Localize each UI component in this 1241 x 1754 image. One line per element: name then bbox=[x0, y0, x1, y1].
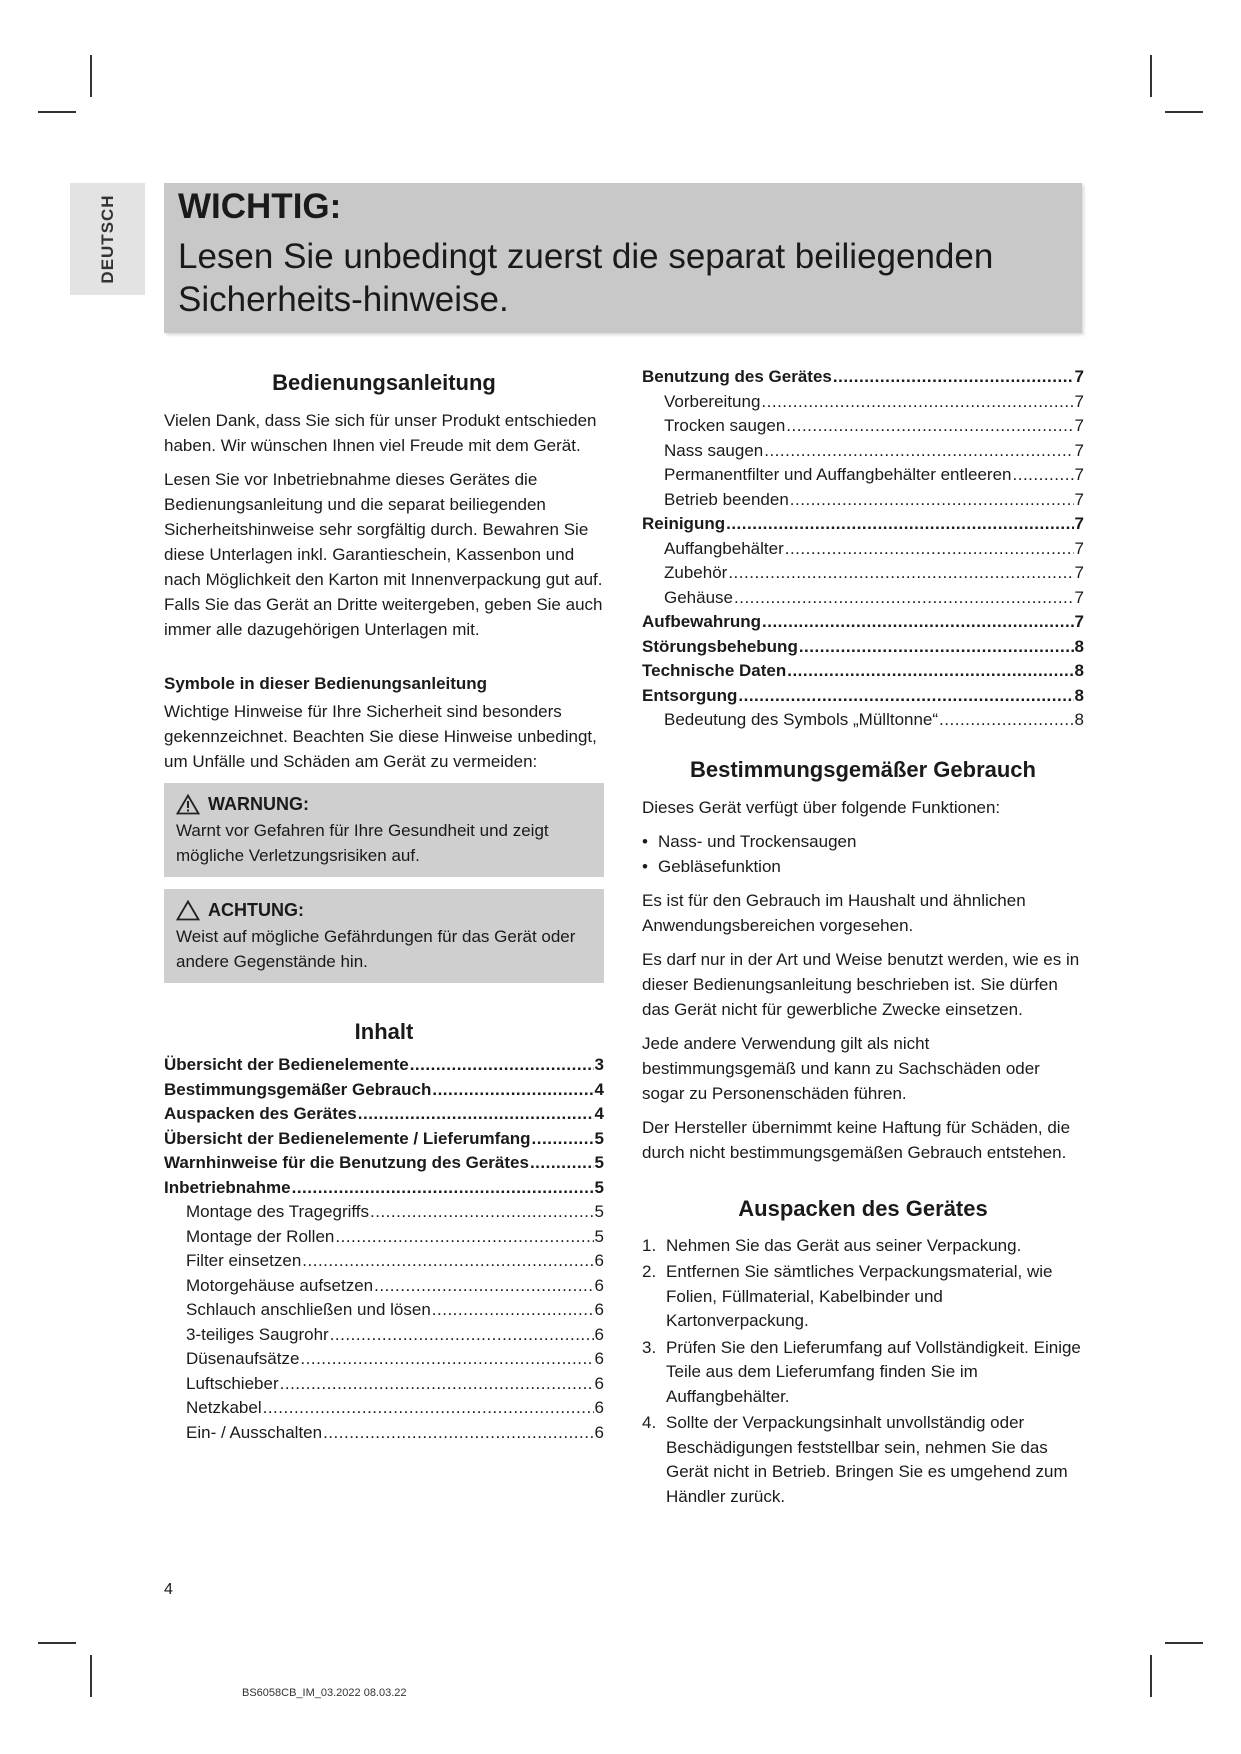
toc-entry bbox=[164, 1053, 604, 1078]
toc-entry bbox=[642, 610, 1084, 635]
toc-leader bbox=[432, 1298, 594, 1323]
toc-entry bbox=[164, 1200, 604, 1225]
toc-entry bbox=[164, 1347, 604, 1372]
warning-icon bbox=[176, 794, 200, 815]
toc-entry-label: Aufbewahrung bbox=[642, 612, 761, 631]
left-column bbox=[164, 370, 604, 1445]
toc-entry-page: 7 bbox=[1074, 514, 1084, 533]
toc-entry-page: 6 bbox=[594, 1251, 604, 1270]
toc-entry-label: Bestimmungsgemäßer Gebrauch bbox=[164, 1079, 432, 1099]
toc-entry-label: Filter einsetzen bbox=[186, 1251, 302, 1270]
toc-leader bbox=[761, 390, 1073, 415]
toc-entry-page: 4 bbox=[594, 1104, 604, 1123]
list-item: 2. Entfernen Sie sämtliches Verpackungsmaterial, wie Folien, Füllmaterial, Kabelbinder und Kartonverpackung. bbox=[642, 1262, 1053, 1330]
toc-leader bbox=[532, 1127, 594, 1152]
toc-leader bbox=[432, 1078, 593, 1103]
toc-entry-label: Montage des Tragegriffs bbox=[186, 1202, 370, 1221]
toc-entry-page: 7 bbox=[1074, 612, 1084, 631]
toc-leader bbox=[786, 414, 1073, 439]
toc-leader bbox=[726, 512, 1073, 537]
toc-leader bbox=[370, 1200, 594, 1225]
toc-heading: Inhalt bbox=[354, 1019, 414, 1044]
toc-entry-label: Übersicht der Bedienelemente bbox=[164, 1055, 409, 1074]
toc-entry-label: Trocken saugen bbox=[664, 416, 786, 435]
unpacking-steps bbox=[642, 1234, 1084, 1510]
toc-entry bbox=[164, 1225, 604, 1250]
symbols-text: Wichtige Hinweise für Ihre Sicherheit sind besonders gekennzeichnet. Beachten Sie diese Hinweise unbedingt, um Unfälle und Schäden am Gerät zu vermeiden: bbox=[164, 702, 597, 771]
toc-entry-label: Gehäuse bbox=[664, 587, 733, 607]
intended-use-paragraph: Es darf nur in der Art und Weise benutzt werden, wie es in dieser Bedienungsanleitung beschrieben ist. Sie dürfen das Gerät nicht für gewerbliche Zwecke einsetzen. bbox=[642, 949, 1080, 1019]
toc-leader bbox=[799, 635, 1074, 660]
toc-entry-page: 5 bbox=[594, 1128, 604, 1148]
toc-leader bbox=[358, 1102, 594, 1127]
toc-entry bbox=[164, 1274, 604, 1299]
toc-entry bbox=[164, 1323, 604, 1348]
important-text: Lesen Sie unbedingt zuerst die separat beiliegenden Sicherheits-hinweise. bbox=[178, 237, 994, 319]
toc-leader bbox=[410, 1053, 594, 1078]
toc-entry bbox=[642, 390, 1084, 415]
toc-entry-page: 7 bbox=[1074, 538, 1084, 558]
caution-text: Weist auf mögliche Gefährdungen für das Gerät oder andere Gegenstände hin. bbox=[176, 927, 576, 971]
toc-entry-label: Permanentfilter und Auffangbehälter entleeren bbox=[664, 465, 1012, 484]
toc-entry-label: Nass saugen bbox=[664, 440, 764, 460]
warning-title: WARNUNG: bbox=[208, 794, 309, 814]
toc-entry bbox=[642, 684, 1084, 709]
toc-entry-label: Warnhinweise für die Benutzung des Gerätes bbox=[164, 1153, 529, 1172]
toc-leader bbox=[939, 708, 1073, 733]
toc-leader bbox=[263, 1396, 594, 1421]
page-number: 4 bbox=[164, 1581, 173, 1598]
toc-entry-page: 5 bbox=[594, 1177, 604, 1197]
toc-leader bbox=[302, 1249, 593, 1274]
toc-leader bbox=[530, 1151, 594, 1176]
toc-leader bbox=[762, 610, 1074, 635]
toc-entry-label: Zubehör bbox=[664, 563, 728, 582]
toc-entry bbox=[642, 708, 1084, 733]
manual-heading: Bedienungsanleitung bbox=[272, 370, 496, 395]
toc-entry-label: Auspacken des Gerätes bbox=[164, 1104, 357, 1123]
toc-entry bbox=[164, 1372, 604, 1397]
toc-entry-label: Inbetriebnahme bbox=[164, 1177, 291, 1197]
crop-mark bbox=[38, 111, 76, 113]
toc-entry-page: 7 bbox=[1074, 587, 1084, 607]
footer-code: BS6058CB_IM_03.2022 08.03.22 bbox=[242, 1687, 407, 1699]
toc-entry-page: 6 bbox=[594, 1398, 604, 1417]
caution-title: ACHTUNG: bbox=[208, 900, 304, 920]
toc-entry-label: Vorbereitung bbox=[664, 391, 761, 411]
toc-entry bbox=[164, 1249, 604, 1274]
toc-entry bbox=[642, 635, 1084, 660]
crop-mark bbox=[90, 1655, 92, 1697]
list-item: 4. Sollte der Verpackungsinhalt unvollständig oder Beschädigungen feststellbar sein, nehmen Sie das Gerät nicht in Betrieb. Bringen Sie es umgehend zum Händler zurück. bbox=[642, 1413, 1068, 1506]
crop-mark bbox=[1150, 1655, 1152, 1697]
toc-entry-page: 5 bbox=[594, 1153, 604, 1172]
toc-entry-page: 8 bbox=[1074, 710, 1084, 729]
toc-leader bbox=[764, 439, 1073, 464]
toc-entry bbox=[164, 1298, 604, 1323]
toc-leader bbox=[323, 1421, 593, 1446]
toc-entry-label: Ein- / Ausschalten bbox=[186, 1422, 323, 1442]
intended-use-paragraph: Jede andere Verwendung gilt als nicht bestimmungsgemäß und kann zu Sachschäden oder sogar zu Personenschäden führen. bbox=[642, 1033, 1040, 1103]
toc-entry-label: Düsenaufsätze bbox=[186, 1349, 300, 1368]
toc-entry bbox=[164, 1127, 604, 1152]
toc-entry-label: Betrieb beenden bbox=[664, 489, 789, 509]
toc-leader bbox=[738, 684, 1073, 709]
symbols-heading: Symbole in dieser Bedienungsanleitung bbox=[164, 674, 488, 693]
function-list bbox=[642, 829, 1084, 879]
toc-entry-label: Luftschieber bbox=[186, 1373, 279, 1393]
toc-leader bbox=[330, 1323, 594, 1348]
toc-entry-page: 7 bbox=[1074, 416, 1084, 435]
intended-use-intro: Dieses Gerät verfügt über folgende Funktionen: bbox=[642, 797, 1001, 817]
toc-entry-page: 8 bbox=[1074, 636, 1084, 656]
toc-entry-label: Technische Daten bbox=[642, 661, 787, 680]
toc-entry bbox=[642, 439, 1084, 464]
toc-entry bbox=[642, 365, 1084, 390]
toc-entry bbox=[164, 1078, 604, 1103]
crop-mark bbox=[1165, 111, 1203, 113]
toc-leader bbox=[300, 1347, 593, 1372]
right-column bbox=[642, 365, 1084, 1511]
intended-use-paragraph: Es ist für den Gebrauch im Haushalt und ähnlichen Anwendungsbereichen vorgesehen. bbox=[642, 890, 1026, 935]
toc-leader bbox=[785, 537, 1074, 562]
toc-entry-label: Bedeutung des Symbols „Mülltonne“ bbox=[664, 710, 939, 729]
toc-entry-page: 7 bbox=[1074, 391, 1084, 411]
toc-leader bbox=[734, 586, 1074, 611]
toc-entry-label: Netzkabel bbox=[186, 1398, 262, 1417]
toc-entry-page: 7 bbox=[1074, 367, 1084, 386]
toc-entry bbox=[642, 537, 1084, 562]
toc-entry-label: Benutzung des Gerätes bbox=[642, 367, 832, 386]
toc-entry bbox=[642, 488, 1084, 513]
list-item: • Gebläsefunktion bbox=[642, 854, 1084, 879]
intended-use-paragraph: Der Hersteller übernimmt keine Haftung für Schäden, die durch nicht bestimmungsgemäßen Gebrauch entstehen. bbox=[642, 1117, 1071, 1162]
unpacking-heading: Auspacken des Gerätes bbox=[738, 1195, 988, 1221]
toc-leader bbox=[728, 561, 1073, 586]
toc-entry-page: 6 bbox=[594, 1324, 604, 1344]
warning-text: Warnt vor Gefahren für Ihre Gesundheit und zeigt mögliche Verletzungsrisiken auf. bbox=[176, 821, 549, 865]
toc-entry bbox=[164, 1151, 604, 1176]
crop-mark bbox=[1165, 1642, 1203, 1644]
toc-leader bbox=[292, 1176, 594, 1201]
toc-entry-page: 6 bbox=[594, 1300, 604, 1319]
toc-entry bbox=[164, 1421, 604, 1446]
toc-entry bbox=[642, 463, 1084, 488]
toc-list-left bbox=[164, 1053, 604, 1445]
crop-mark bbox=[1150, 55, 1152, 97]
toc-entry-page: 7 bbox=[1074, 489, 1084, 509]
toc-leader bbox=[833, 365, 1074, 390]
toc-leader bbox=[374, 1274, 593, 1299]
crop-mark bbox=[38, 1642, 76, 1644]
toc-entry bbox=[642, 414, 1084, 439]
toc-entry-page: 7 bbox=[1074, 465, 1084, 484]
toc-entry bbox=[164, 1396, 604, 1421]
toc-entry-page: 5 bbox=[594, 1226, 604, 1246]
toc-entry-page: 5 bbox=[594, 1202, 604, 1221]
toc-leader bbox=[1013, 463, 1074, 488]
warning-box bbox=[164, 783, 604, 877]
manual-paragraph: Lesen Sie vor Inbetriebnahme dieses Gerätes die Bedienungsanleitung und die separat beiliegenden Sicherheitshinweise sehr sorgfältig durch. Bewahren Sie diese Unterlagen inkl. Garantieschein, Kassenbon und nach Möglichkeit den Karton mit Innenverpackung gut auf. Falls Sie das Gerät an Dritte weitergeben, geben Sie auch immer alle dazugehörigen Unterlagen mit. bbox=[164, 470, 603, 639]
caution-box bbox=[164, 889, 604, 983]
language-label: DEUTSCH bbox=[97, 194, 117, 284]
toc-entry bbox=[642, 561, 1084, 586]
language-tab bbox=[70, 183, 145, 295]
toc-list-right bbox=[642, 365, 1084, 733]
toc-entry-page: 7 bbox=[1074, 563, 1084, 582]
list-item: • Nass- und Trockensaugen bbox=[642, 829, 1084, 854]
toc-entry-label: Motorgehäuse aufsetzen bbox=[186, 1275, 374, 1295]
toc-entry-label: Auffangbehälter bbox=[664, 538, 784, 558]
intended-use-heading: Bestimmungsgemäßer Gebrauch bbox=[690, 756, 1036, 782]
list-item: 3. Prüfen Sie den Lieferumfang auf Vollständigkeit. Einige Teile aus dem Lieferumfang finden Sie im Auffangbehälter. bbox=[642, 1337, 1081, 1406]
toc-entry bbox=[164, 1176, 604, 1201]
toc-leader bbox=[790, 488, 1074, 513]
toc-entry-page: 8 bbox=[1074, 685, 1084, 705]
toc-leader bbox=[335, 1225, 593, 1250]
toc-entry-label: 3-teiliges Saugrohr bbox=[186, 1324, 329, 1344]
list-item: 1. Nehmen Sie das Gerät aus seiner Verpackung. bbox=[642, 1235, 1022, 1255]
caution-icon bbox=[176, 900, 200, 921]
toc-entry-label: Übersicht der Bedienelemente / Lieferumfang bbox=[164, 1128, 531, 1148]
toc-leader bbox=[787, 659, 1073, 684]
crop-mark bbox=[90, 55, 92, 97]
important-banner bbox=[164, 183, 1082, 333]
toc-entry-page: 3 bbox=[594, 1055, 604, 1074]
important-title: WICHTIG: bbox=[178, 187, 342, 226]
toc-entry bbox=[164, 1102, 604, 1127]
toc-entry bbox=[642, 659, 1084, 684]
toc-entry-label: Montage der Rollen bbox=[186, 1226, 335, 1246]
toc-entry-label: Störungsbehebung bbox=[642, 636, 798, 656]
toc-leader bbox=[280, 1372, 594, 1397]
toc-entry-label: Schlauch anschließen und lösen bbox=[186, 1300, 431, 1319]
toc-entry-page: 6 bbox=[594, 1275, 604, 1295]
toc-entry-label: Reinigung bbox=[642, 514, 726, 533]
toc-entry bbox=[642, 512, 1084, 537]
manual-paragraph: Vielen Dank, dass Sie sich für unser Produkt entschieden haben. Wir wünschen Ihnen viel Freude mit dem Gerät. bbox=[164, 411, 597, 455]
toc-entry-page: 4 bbox=[594, 1079, 604, 1099]
toc-entry-page: 7 bbox=[1074, 440, 1084, 460]
toc-entry-page: 6 bbox=[594, 1422, 604, 1442]
toc-entry-page: 8 bbox=[1074, 661, 1084, 680]
toc-entry bbox=[642, 586, 1084, 611]
toc-entry-page: 6 bbox=[594, 1373, 604, 1393]
toc-entry-label: Entsorgung bbox=[642, 685, 738, 705]
toc-entry-page: 6 bbox=[594, 1349, 604, 1368]
